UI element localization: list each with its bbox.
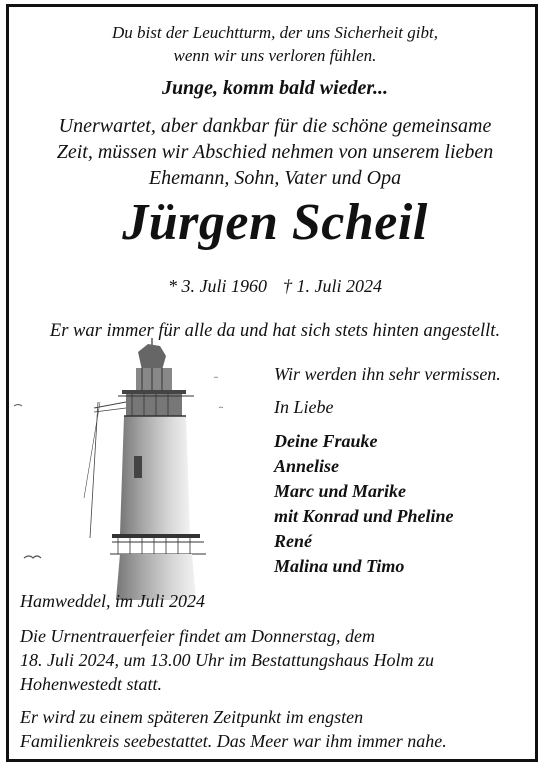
- description: Er war immer für alle da und hat sich stets hinten angestellt.: [49, 321, 501, 341]
- place-date: Hamweddel, im Juli 2024: [20, 591, 205, 611]
- death-date: † 1. Juli 2024: [283, 276, 382, 296]
- intro-line-3: Ehemann, Sohn, Vater und Opa: [148, 167, 402, 189]
- miss-text: Wir werden ihn sehr vermissen.: [274, 364, 501, 384]
- poem-line-2: wenn wir uns verloren fühlen.: [173, 46, 377, 65]
- motto: Junge, komm bald wieder...: [161, 77, 389, 99]
- mourner-5: René: [274, 531, 312, 551]
- ceremony-line-2: 18. Juli 2024, um 13.00 Uhr im Bestattungshaus Holm zu: [20, 650, 434, 670]
- mourner-4: mit Konrad und Pheline: [274, 506, 454, 526]
- mourner-6: Malina und Timo: [274, 556, 405, 576]
- ceremony-line-1: Die Urnentrauerfeier findet am Donnerstag, dem: [20, 626, 375, 646]
- mourner-3: Marc und Marike: [274, 481, 407, 501]
- poem-line-1: Du bist der Leuchtturm, der uns Sicherheit gibt,: [112, 23, 438, 42]
- birth-date: * 3. Juli 1960: [168, 276, 267, 296]
- ceremony-line-3: Hohenwestedt statt.: [20, 674, 162, 694]
- intro-line-1: Unerwartet, aber dankbar für die schöne gemeinsame: [58, 115, 492, 137]
- in-love-text: In Liebe: [274, 397, 334, 417]
- lighthouse-icon: [14, 338, 264, 600]
- mourner-1: Deine Frauke: [274, 431, 378, 451]
- life-dates: [0, 276, 550, 297]
- mourner-2: Annelise: [274, 456, 340, 476]
- burial-line-2: Familienkreis seebestattet. Das Meer war ihm immer nahe.: [20, 731, 447, 751]
- burial-line-1: Er wird zu einem späteren Zeitpunkt im engsten: [20, 707, 364, 727]
- deceased-name: Jürgen Scheil: [122, 194, 428, 251]
- intro-line-2: Zeit, müssen wir Abschied nehmen von unserem lieben: [56, 141, 494, 163]
